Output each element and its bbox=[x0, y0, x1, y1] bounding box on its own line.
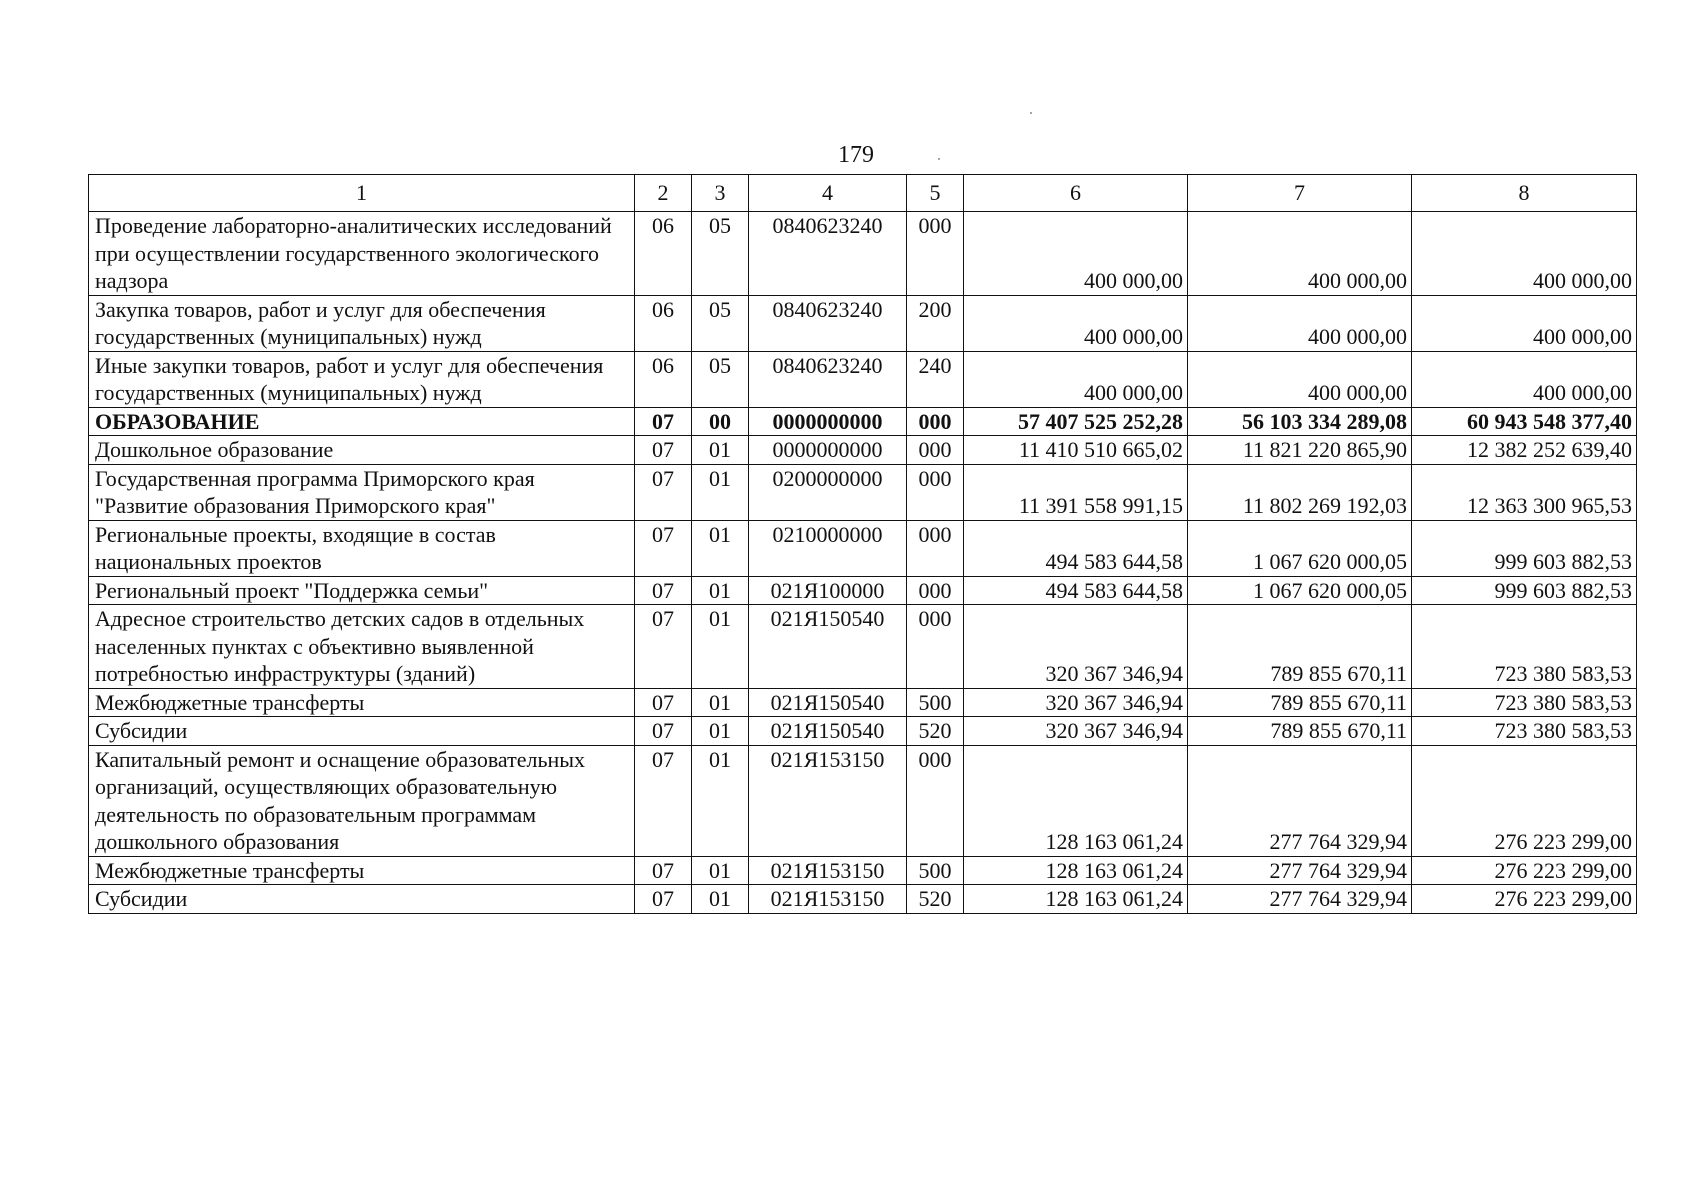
column-number: 7 bbox=[1188, 175, 1412, 212]
subsection-code: 01 bbox=[692, 717, 749, 746]
amount-col-8: 12 363 300 965,53 bbox=[1412, 464, 1637, 520]
expense-type-code: 240 bbox=[907, 351, 964, 407]
section-code: 07 bbox=[635, 745, 692, 856]
target-article-code: 021Я100000 bbox=[749, 576, 907, 605]
section-code: 07 bbox=[635, 605, 692, 689]
amount-col-6: 128 163 061,24 bbox=[964, 885, 1188, 914]
target-article-code: 0000000000 bbox=[749, 407, 907, 436]
amount-col-7: 11 821 220 865,90 bbox=[1188, 436, 1412, 465]
page-number: 179 bbox=[838, 142, 874, 168]
scan-speck bbox=[1030, 112, 1032, 114]
table-row bbox=[89, 885, 1637, 914]
section-code: 07 bbox=[635, 717, 692, 746]
subsection-code: 01 bbox=[692, 745, 749, 856]
section-code: 07 bbox=[635, 856, 692, 885]
subsection-code: 01 bbox=[692, 576, 749, 605]
column-number: 1 bbox=[89, 175, 635, 212]
target-article-code: 0840623240 bbox=[749, 351, 907, 407]
table-row bbox=[89, 745, 1637, 856]
amount-col-7: 400 000,00 bbox=[1188, 351, 1412, 407]
subsection-code: 01 bbox=[692, 436, 749, 465]
table-row bbox=[89, 212, 1637, 296]
section-code: 07 bbox=[635, 576, 692, 605]
target-article-code: 0200000000 bbox=[749, 464, 907, 520]
expense-type-code: 500 bbox=[907, 688, 964, 717]
item-name: Дошкольное образование bbox=[89, 436, 635, 465]
table-row bbox=[89, 688, 1637, 717]
column-number: 3 bbox=[692, 175, 749, 212]
target-article-code: 021Я150540 bbox=[749, 717, 907, 746]
amount-col-8: 60 943 548 377,40 bbox=[1412, 407, 1637, 436]
section-code: 07 bbox=[635, 885, 692, 914]
item-name: Проведение лабораторно-аналитических исследований при осуществлении государственного экологического надзора bbox=[89, 212, 635, 296]
item-name: Адресное строительство детских садов в отдельных населенных пунктах с объективно выявленной потребностью инфраструктуры (зданий) bbox=[89, 605, 635, 689]
amount-col-8: 276 223 299,00 bbox=[1412, 856, 1637, 885]
expense-type-code: 200 bbox=[907, 295, 964, 351]
amount-col-6: 400 000,00 bbox=[964, 295, 1188, 351]
amount-col-7: 789 855 670,11 bbox=[1188, 605, 1412, 689]
item-name: Межбюджетные трансферты bbox=[89, 856, 635, 885]
subsection-code: 05 bbox=[692, 295, 749, 351]
target-article-code: 021Я153150 bbox=[749, 745, 907, 856]
target-article-code: 0210000000 bbox=[749, 520, 907, 576]
amount-col-8: 276 223 299,00 bbox=[1412, 885, 1637, 914]
section-code: 06 bbox=[635, 295, 692, 351]
amount-col-6: 11 391 558 991,15 bbox=[964, 464, 1188, 520]
amount-col-6: 128 163 061,24 bbox=[964, 745, 1188, 856]
amount-col-8: 999 603 882,53 bbox=[1412, 520, 1637, 576]
amount-col-7: 1 067 620 000,05 bbox=[1188, 576, 1412, 605]
amount-col-7: 789 855 670,11 bbox=[1188, 717, 1412, 746]
table-row bbox=[89, 605, 1637, 689]
target-article-code: 021Я150540 bbox=[749, 688, 907, 717]
amount-col-6: 320 367 346,94 bbox=[964, 605, 1188, 689]
section-code: 07 bbox=[635, 520, 692, 576]
expense-type-code: 000 bbox=[907, 576, 964, 605]
item-name: Государственная программа Приморского края "Развитие образования Приморского края" bbox=[89, 464, 635, 520]
section-code: 06 bbox=[635, 351, 692, 407]
item-name: Капитальный ремонт и оснащение образовательных организаций, осуществляющих образовательную деятельность по образовательным программам дошкольного образования bbox=[89, 745, 635, 856]
subsection-code: 01 bbox=[692, 885, 749, 914]
amount-col-8: 12 382 252 639,40 bbox=[1412, 436, 1637, 465]
table-row bbox=[89, 407, 1637, 436]
expense-type-code: 000 bbox=[907, 520, 964, 576]
amount-col-8: 723 380 583,53 bbox=[1412, 605, 1637, 689]
subsection-code: 01 bbox=[692, 605, 749, 689]
expense-type-code: 520 bbox=[907, 717, 964, 746]
subsection-code: 01 bbox=[692, 688, 749, 717]
column-number: 8 bbox=[1412, 175, 1637, 212]
target-article-code: 021Я153150 bbox=[749, 885, 907, 914]
section-code: 07 bbox=[635, 407, 692, 436]
section-code: 07 bbox=[635, 464, 692, 520]
amount-col-8: 723 380 583,53 bbox=[1412, 717, 1637, 746]
amount-col-7: 1 067 620 000,05 bbox=[1188, 520, 1412, 576]
amount-col-6: 494 583 644,58 bbox=[964, 520, 1188, 576]
expense-type-code: 520 bbox=[907, 885, 964, 914]
target-article-code: 0840623240 bbox=[749, 212, 907, 296]
subsection-code: 01 bbox=[692, 464, 749, 520]
table-row bbox=[89, 295, 1637, 351]
amount-col-8: 723 380 583,53 bbox=[1412, 688, 1637, 717]
subsection-code: 01 bbox=[692, 520, 749, 576]
table-row bbox=[89, 436, 1637, 465]
target-article-code: 0000000000 bbox=[749, 436, 907, 465]
amount-col-7: 400 000,00 bbox=[1188, 295, 1412, 351]
table-row bbox=[89, 576, 1637, 605]
column-number: 4 bbox=[749, 175, 907, 212]
item-name: Субсидии bbox=[89, 717, 635, 746]
amount-col-7: 56 103 334 289,08 bbox=[1188, 407, 1412, 436]
subsection-code: 05 bbox=[692, 212, 749, 296]
subsection-code: 05 bbox=[692, 351, 749, 407]
item-name: Субсидии bbox=[89, 885, 635, 914]
expense-type-code: 000 bbox=[907, 212, 964, 296]
amount-col-7: 789 855 670,11 bbox=[1188, 688, 1412, 717]
amount-col-7: 400 000,00 bbox=[1188, 212, 1412, 296]
subsection-code: 00 bbox=[692, 407, 749, 436]
expense-type-code: 000 bbox=[907, 605, 964, 689]
target-article-code: 021Я153150 bbox=[749, 856, 907, 885]
expense-type-code: 000 bbox=[907, 464, 964, 520]
item-name: Иные закупки товаров, работ и услуг для обеспечения государственных (муниципальных) нужд bbox=[89, 351, 635, 407]
table-row bbox=[89, 856, 1637, 885]
target-article-code: 0840623240 bbox=[749, 295, 907, 351]
amount-col-7: 277 764 329,94 bbox=[1188, 745, 1412, 856]
target-article-code: 021Я150540 bbox=[749, 605, 907, 689]
amount-col-8: 400 000,00 bbox=[1412, 212, 1637, 296]
table-row bbox=[89, 520, 1637, 576]
expense-type-code: 000 bbox=[907, 436, 964, 465]
table-body bbox=[89, 175, 1637, 914]
expense-type-code: 000 bbox=[907, 745, 964, 856]
subsection-code: 01 bbox=[692, 856, 749, 885]
amount-col-6: 400 000,00 bbox=[964, 351, 1188, 407]
table-row bbox=[89, 464, 1637, 520]
amount-col-8: 276 223 299,00 bbox=[1412, 745, 1637, 856]
item-name: Закупка товаров, работ и услуг для обеспечения государственных (муниципальных) нужд bbox=[89, 295, 635, 351]
item-name: ОБРАЗОВАНИЕ bbox=[89, 407, 635, 436]
amount-col-7: 277 764 329,94 bbox=[1188, 856, 1412, 885]
amount-col-8: 400 000,00 bbox=[1412, 351, 1637, 407]
table-row bbox=[89, 717, 1637, 746]
amount-col-6: 128 163 061,24 bbox=[964, 856, 1188, 885]
table-row bbox=[89, 351, 1637, 407]
amount-col-6: 57 407 525 252,28 bbox=[964, 407, 1188, 436]
budget-table bbox=[88, 174, 1637, 914]
amount-col-7: 277 764 329,94 bbox=[1188, 885, 1412, 914]
amount-col-6: 320 367 346,94 bbox=[964, 688, 1188, 717]
section-code: 06 bbox=[635, 212, 692, 296]
item-name: Региональный проект "Поддержка семьи" bbox=[89, 576, 635, 605]
column-number: 6 bbox=[964, 175, 1188, 212]
amount-col-6: 494 583 644,58 bbox=[964, 576, 1188, 605]
amount-col-8: 999 603 882,53 bbox=[1412, 576, 1637, 605]
column-number: 5 bbox=[907, 175, 964, 212]
amount-col-6: 320 367 346,94 bbox=[964, 717, 1188, 746]
item-name: Межбюджетные трансферты bbox=[89, 688, 635, 717]
column-numbers-row bbox=[89, 175, 1637, 212]
amount-col-6: 400 000,00 bbox=[964, 212, 1188, 296]
section-code: 07 bbox=[635, 436, 692, 465]
amount-col-7: 11 802 269 192,03 bbox=[1188, 464, 1412, 520]
amount-col-6: 11 410 510 665,02 bbox=[964, 436, 1188, 465]
amount-col-8: 400 000,00 bbox=[1412, 295, 1637, 351]
section-code: 07 bbox=[635, 688, 692, 717]
expense-type-code: 000 bbox=[907, 407, 964, 436]
column-number: 2 bbox=[635, 175, 692, 212]
expense-type-code: 500 bbox=[907, 856, 964, 885]
item-name: Региональные проекты, входящие в состав национальных проектов bbox=[89, 520, 635, 576]
